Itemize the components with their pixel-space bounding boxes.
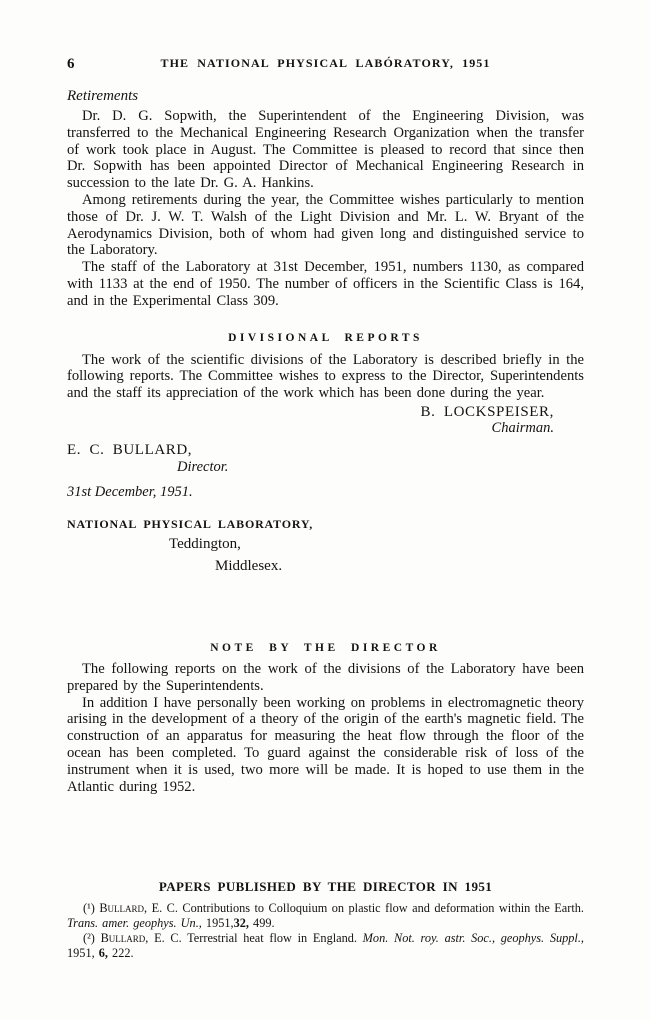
reference-1-pages: 499. [248, 916, 275, 931]
reference-2-marker: (²) [83, 930, 101, 945]
reference-1-year: 1951, [201, 916, 234, 931]
reference-2-journal: Mon. Not. roy. astr. Soc., geophys. Suppl., [362, 930, 584, 945]
reference-2-volume: 6, [98, 945, 108, 960]
reference-2-title: Terrestrial heat flow in England. [181, 930, 363, 945]
chairman-signature-block [67, 404, 584, 436]
reference-2-year: 1951, [67, 945, 99, 960]
divisional-reports-paragraph: The work of the scientific divisions of the Laboratory is described briefly in the following reports. The Committee wishes to express to the Director, Superintendents and the staff its appreciation of the work which has been done during the year. [67, 351, 584, 402]
reference-1-journal: Trans. amer. geophys. Un., [67, 916, 202, 931]
address-block [67, 517, 584, 575]
reference-1-title: Contributions to Colloquium on plastic flow and deformation within the Earth. [177, 901, 584, 916]
papers-published-heading: PAPERS PUBLISHED BY THE DIRECTOR IN 1951 [158, 879, 493, 895]
director-signature-block [67, 442, 584, 475]
chairman-name: B. LOCKSPEISER, [420, 403, 554, 420]
note-paragraph-1: The following reports on the work of the divisions of the Laboratory have been prepared by the Superintendents. [67, 660, 584, 694]
director-title: Director. [177, 458, 229, 475]
reference-1-author: Bullard, E. C. [99, 901, 178, 916]
director-name: E. C. BULLARD, [67, 441, 193, 458]
reference-1-marker: (¹) [83, 901, 100, 916]
reference-2 [67, 931, 584, 961]
note-paragraph-2: In addition I have personally been working on problems in electromagnetic theory arising in the development of a theory of the origin of the earth's magnetic field. The construction of an apparatus for measuring the heat flow through the floor of the ocean has been completed. To guard against the considerable risk of loss of the instrument when it is used, two more will be made. It is hoped to use them in the Atlantic during 1952. [67, 694, 584, 795]
date-line: 31st December, 1951. [67, 483, 193, 500]
reference-1-volume: 32, [233, 916, 249, 931]
page-number: 6 [67, 56, 75, 72]
address-county: Middlesex. [215, 557, 283, 574]
divisional-reports-heading: DIVISIONAL REPORTS [228, 331, 423, 344]
retirements-heading: Retirements [67, 88, 139, 104]
reference-1 [67, 901, 584, 931]
note-by-director-heading: NOTE BY THE DIRECTOR [210, 641, 441, 654]
retirements-paragraph-2: Among retirements during the year, the Committee wishes particularly to mention those of Dr. J. W. T. Walsh of the Light Division and Mr. L. W. Bryant of the Aerodynamics Division, both of whom had given long and distinguished service to the Laboratory. [67, 191, 584, 259]
retirements-paragraph-1: Dr. D. G. Sopwith, the Superintendent of the Engineering Division, was transferred to the Mechanical Engineering Research Organization when the transfer of work took place in August. The Committee is pleased to record that since then Dr. Sopwith has been appointed Director of Mechanical Engineering Research in succession to the late Dr. G. A. Hankins. [67, 108, 584, 192]
address-town: Teddington, [169, 535, 241, 552]
address-laboratory: NATIONAL PHYSICAL LABORATORY, [67, 516, 314, 531]
reference-2-author: Bullard, E. C. [100, 930, 182, 945]
retirements-paragraph-3: The staff of the Laboratory at 31st December, 1951, numbers 1130, as compared with 1133 at the end of 1950. The number of officers in the Scientific Class is 164, and in the Experimental Class 309. [67, 259, 584, 309]
reference-2-pages: 222. [107, 945, 134, 960]
chairman-title: Chairman. [491, 419, 554, 436]
running-header-title: THE NATIONAL PHYSICAL LABÓRATORY, 1951 [160, 56, 491, 70]
page-header [67, 56, 584, 74]
